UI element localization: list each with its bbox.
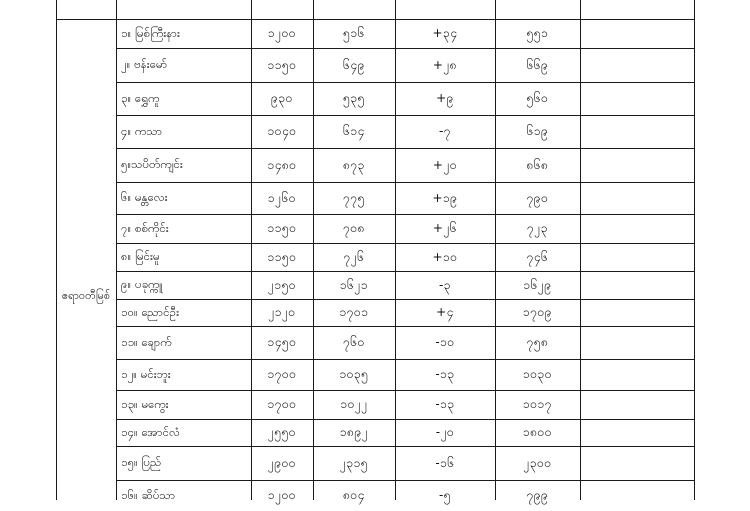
water-level-change: -၃ — [438, 277, 452, 292]
warning-level: ၂၁၂၀ — [268, 305, 296, 319]
station-name: ၈။ မြင်းမူ — [121, 249, 160, 263]
region-label: ဧရာ၀တီမြစ် — [61, 289, 111, 302]
water-level-today: ၁၈၉၂ — [339, 425, 369, 439]
water-level-forecast: ၆၆၉ — [526, 57, 549, 72]
water-level-today: ၂၃၁၅ — [339, 455, 369, 470]
water-level-change: +၁၀ — [432, 249, 458, 264]
warning-level: ၁၂၆၀ — [267, 190, 297, 205]
water-level-today: ၁၀၃၅ — [339, 367, 369, 381]
station-name: ၂။ ဗန်းမော် — [121, 57, 168, 71]
warning-level: ၂၉၀၀ — [267, 455, 297, 470]
grid-line-left — [56, 0, 57, 500]
warning-level: ၂၅၅၀ — [267, 425, 297, 439]
warning-level: ၁၁၅၀ — [267, 249, 297, 264]
station-name: ၆။ မန္တလေး — [121, 190, 168, 204]
water-level-today: ၁၆၂၁ — [339, 277, 369, 292]
station-name: ၁။ မြစ်ကြီးနား — [121, 25, 180, 40]
water-level-today: ၁၀၂၂ — [340, 397, 368, 411]
water-level-today: ၁၇၀၁ — [339, 305, 369, 319]
station-name: ၇။ စစ်ကိုင်း — [121, 220, 169, 235]
water-level-today: ၈၇၃ — [343, 157, 365, 172]
water-level-change: -၅ — [438, 488, 452, 502]
water-level-forecast: ၂၃၀၀ — [523, 455, 552, 470]
station-name: ၃။ ရွှေကူ — [121, 90, 160, 105]
water-level-change: -၁၆ — [435, 455, 455, 470]
water-level-forecast: ၁၀၁၇ — [523, 397, 552, 411]
station-name: ၁၃။ မကွေး — [121, 396, 169, 411]
water-level-forecast: ၇၅၈ — [526, 335, 549, 349]
water-level-forecast: ၁၀၃၀ — [523, 367, 552, 381]
water-level-change: +၂၈ — [432, 57, 458, 72]
grid-line-col4 — [580, 0, 581, 500]
water-level-today: ၆၄၉ — [343, 57, 365, 72]
warning-level: ၂၁၅၀ — [267, 277, 297, 292]
water-level-forecast: ၇၄၆ — [526, 249, 549, 264]
water-level-today: ၇၆၀ — [343, 335, 365, 349]
water-level-forecast: ၈၆၈ — [526, 157, 549, 172]
water-level-change: -၁၀ — [435, 335, 455, 349]
water-level-today: ၇၂၆ — [343, 249, 365, 264]
warning-level: ၁၇၀၀ — [267, 397, 297, 411]
water-level-today: ၆၁၄ — [343, 124, 365, 138]
station-name: ၉။ ပခုက္ကူ — [121, 277, 163, 291]
station-name: ၁၆။ ဆိပ်သာ — [121, 487, 176, 502]
water-level-today: ၅၁၆ — [343, 26, 365, 40]
water-level-forecast: ၅၅၁ — [526, 26, 549, 40]
water-level-forecast: ၅၆၀ — [526, 91, 549, 105]
water-level-change: +၁၉ — [432, 190, 458, 205]
water-level-change: -၁၃ — [435, 397, 455, 411]
water-level-forecast: ၁၇၀၉ — [523, 305, 552, 319]
station-name: ၄။ ကသာ — [121, 123, 163, 138]
grid-line-right — [694, 0, 695, 500]
water-level-change: +၄ — [436, 305, 454, 319]
water-level-change: +၉ — [436, 91, 454, 105]
water-level-forecast: ၇၉၀ — [526, 190, 549, 205]
station-name: ၁၄။ အောင်လံ — [121, 424, 181, 439]
water-level-change: -၇ — [438, 124, 452, 138]
water-level-forecast: ၇၉၉ — [526, 488, 549, 502]
station-name: ၁၁။ ချောက် — [121, 334, 172, 349]
warning-level: ၉၃၀ — [271, 91, 293, 105]
water-level-today: ၇၇၅ — [343, 190, 365, 205]
water-level-today: ၈၀၄ — [343, 488, 365, 502]
warning-level: ၁၄၈၀ — [267, 157, 297, 172]
station-name: ၁၀။ ညောင်ဦး — [121, 304, 180, 319]
warning-level: ၁၁၅၀ — [267, 57, 297, 72]
station-name: ၅။သပိတ်ကျင်း — [121, 157, 183, 171]
water-level-today: ၅၃၅ — [343, 91, 365, 105]
water-level-forecast: ၆၁၉ — [526, 124, 549, 138]
warning-level: ၁၂၀၀ — [267, 488, 297, 502]
water-level-change: +၂၆ — [432, 221, 458, 235]
warning-level: ၁၂၀၀ — [267, 26, 297, 40]
water-level-forecast: ၁၈၀၀ — [522, 425, 553, 439]
water-level-change: -၂၀ — [435, 425, 455, 439]
water-level-forecast: ၇၂၃ — [527, 221, 548, 235]
water-level-change: +၃၄ — [432, 26, 458, 40]
warning-level: ၁၄၅၀ — [267, 335, 297, 349]
warning-level: ၁၀၄၀ — [267, 124, 297, 138]
warning-level: ၁၇၀၀ — [267, 367, 297, 381]
water-level-change: +၂၀ — [432, 157, 458, 172]
station-name: ၁၂။ မင်းဘူး — [121, 366, 171, 381]
water-level-forecast: ၁၆၂၉ — [523, 277, 552, 292]
water-level-today: ၇၀၈ — [343, 221, 365, 235]
station-name: ၁၅။ ပြည် — [121, 455, 162, 469]
water-level-change: -၁၃ — [435, 367, 455, 381]
warning-level: ၁၁၅၀ — [267, 221, 297, 235]
